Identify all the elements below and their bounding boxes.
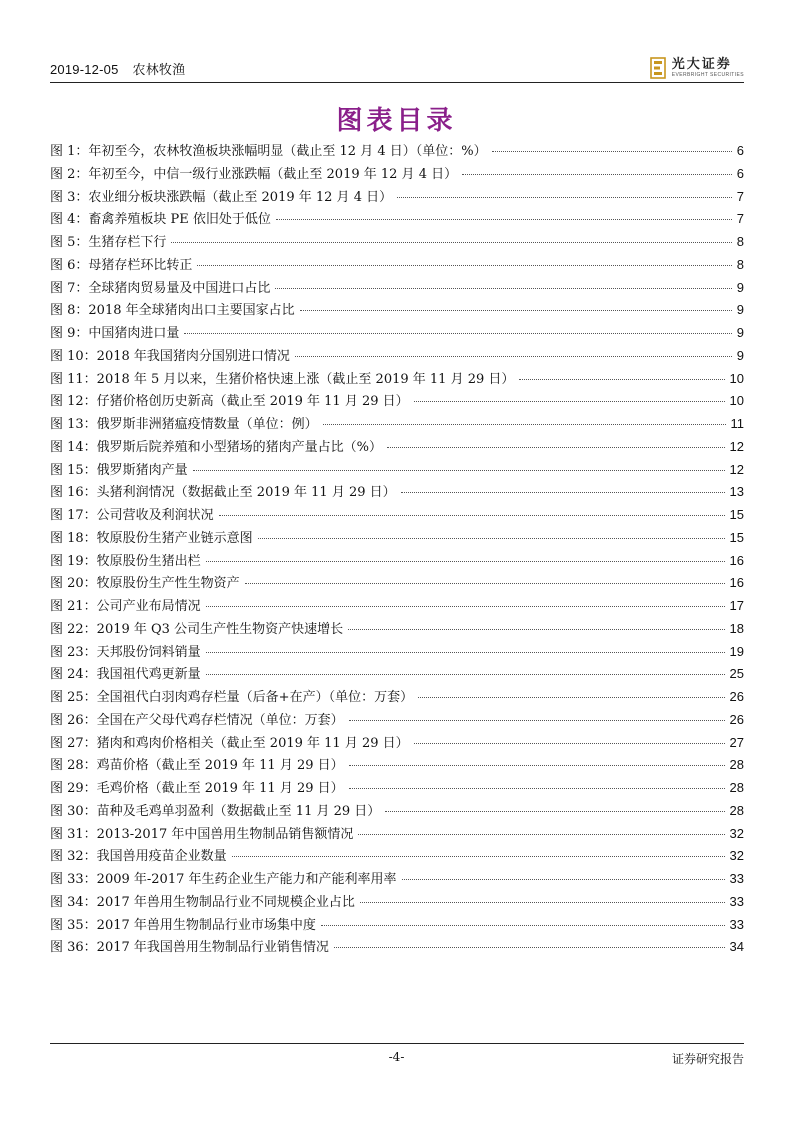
toc-entry[interactable] — [50, 413, 744, 436]
toc-entry[interactable] — [50, 527, 744, 550]
toc-entry-page: 10 — [729, 393, 744, 409]
toc-entry-page: 32 — [729, 825, 744, 841]
toc-leader-dots — [323, 424, 726, 425]
toc-entry[interactable] — [50, 641, 744, 664]
logo-english-name: EVERBRIGHT SECURITIES — [671, 72, 744, 78]
toc-leader-dots — [300, 310, 732, 311]
toc-entry[interactable] — [50, 732, 744, 755]
toc-entry[interactable] — [50, 390, 744, 413]
toc-entry-page: 34 — [729, 939, 744, 955]
toc-entry-label: 图 23：天邦股份饲料销量 — [50, 644, 201, 660]
toc-entry[interactable] — [50, 572, 744, 595]
toc-entry-label: 图 8：2018 年全球猪肉出口主要国家占比 — [50, 303, 295, 319]
header-divider — [50, 82, 744, 83]
toc-entry[interactable] — [50, 140, 744, 163]
toc-entry-label: 图 27：猪肉和鸡肉价格相关（截止至 2019 年 11 月 29 日） — [50, 735, 409, 751]
toc-entry[interactable] — [50, 709, 744, 732]
toc-leader-dots — [349, 720, 725, 721]
toc-entry-label: 图 16：头猪利润情况（数据截止至 2019 年 11 月 29 日） — [50, 485, 396, 501]
toc-leader-dots — [275, 288, 731, 289]
toc-leader-dots — [295, 356, 732, 357]
toc-leader-dots — [418, 697, 724, 698]
toc-leader-dots — [414, 401, 725, 402]
toc-entry-page: 19 — [729, 643, 744, 659]
toc-entry-page: 7 — [736, 211, 744, 227]
toc-leader-dots — [193, 470, 725, 471]
toc-entry-page: 9 — [736, 302, 744, 318]
toc-entry-label: 图 34：2017 年兽用生物制品行业不同规模企业占比 — [50, 894, 355, 910]
toc-leader-dots — [349, 765, 725, 766]
toc-entry-page: 33 — [729, 871, 744, 886]
toc-entry[interactable] — [50, 277, 744, 300]
footer-divider — [50, 1043, 744, 1044]
toc-entry[interactable] — [50, 254, 744, 277]
report-date: 2019-12-05 — [50, 62, 119, 77]
toc-entry[interactable] — [50, 459, 744, 482]
toc-entry-label: 图 36：2017 年我国兽用生物制品行业销售情况 — [50, 940, 329, 956]
toc-entry-label: 图 25：全国祖代白羽肉鸡存栏量（后备+在产）（单位：万套） — [50, 690, 414, 705]
toc-entry-label: 图 28：鸡苗价格（截止至 2019 年 11 月 29 日） — [50, 758, 344, 774]
toc-entry-label: 图 33：2009 年-2017 年生药企业生产能力和产能利率用率 — [50, 872, 397, 887]
toc-leader-dots — [402, 879, 725, 880]
toc-leader-dots — [385, 811, 724, 812]
page-title: 图表目录 — [336, 106, 457, 136]
toc-leader-dots — [197, 265, 731, 266]
toc-entry-label: 图 29：毛鸡价格（截止至 2019 年 11 月 29 日） — [50, 781, 344, 796]
toc-leader-dots — [401, 492, 725, 493]
toc-leader-dots — [387, 447, 725, 448]
toc-entry[interactable] — [50, 322, 744, 345]
toc-entry-label: 图 10：2018 年我国猪肉分国别进口情况 — [50, 348, 290, 364]
toc-leader-dots — [258, 538, 725, 539]
toc-leader-dots — [414, 743, 725, 744]
toc-leader-dots — [219, 515, 725, 516]
toc-entry[interactable] — [50, 504, 744, 527]
toc-entry-label: 图 21：公司产业布局情况 — [50, 599, 201, 614]
toc-entry-page: 28 — [729, 780, 744, 795]
toc-entry[interactable] — [50, 754, 744, 777]
toc-entry-label: 图 26：全国在产父母代鸡存栏情况（单位：万套） — [50, 712, 344, 728]
toc-entry-label: 图 31：2013-2017 年中国兽用生物制品销售额情况 — [50, 826, 354, 842]
toc-entry-page: 32 — [729, 848, 744, 864]
table-of-figures — [50, 140, 744, 959]
footer-doc-type: 证券研究报告 — [671, 1052, 744, 1066]
toc-entry-label: 图 35：2017 年兽用生物制品行业市场集中度 — [50, 917, 316, 933]
toc-entry-page: 28 — [729, 757, 744, 773]
toc-entry-label: 图 24：我国祖代鸡更新量 — [50, 667, 201, 683]
toc-entry-page: 28 — [729, 802, 744, 818]
toc-entry[interactable] — [50, 868, 744, 891]
toc-leader-dots — [245, 583, 725, 584]
logo-chinese-name: 光大证券 — [671, 57, 732, 72]
toc-leader-dots — [206, 561, 725, 562]
toc-entry[interactable] — [50, 823, 744, 846]
toc-entry-label: 图 20：牧原股份生产性生物资产 — [50, 576, 240, 592]
toc-leader-dots — [276, 219, 732, 220]
toc-entry-label: 图 32：我国兽用疫苗企业数量 — [50, 849, 227, 865]
toc-leader-dots — [349, 788, 725, 789]
toc-entry-page: 9 — [736, 325, 744, 340]
toc-entry-page: 12 — [729, 461, 744, 477]
toc-entry-page: 9 — [736, 347, 744, 363]
toc-entry-label: 图 5：生猪存栏下行 — [50, 235, 167, 250]
header-left — [50, 59, 199, 78]
toc-leader-dots — [171, 242, 731, 243]
toc-entry-page: 8 — [736, 234, 744, 249]
toc-entry-label: 图 18：牧原股份生猪产业链示意图 — [50, 530, 253, 546]
toc-entry[interactable] — [50, 936, 744, 959]
toc-leader-dots — [358, 834, 724, 835]
toc-entry-label: 图 22：2019 年 Q3 公司生产性生物资产快速增长 — [50, 621, 344, 637]
page-header — [50, 55, 744, 81]
toc-entry[interactable] — [50, 436, 744, 459]
toc-leader-dots — [334, 947, 725, 948]
toc-entry-page: 26 — [729, 689, 744, 704]
toc-entry[interactable] — [50, 845, 744, 868]
toc-entry-label: 图 19：牧原股份生猪出栏 — [50, 553, 201, 569]
toc-leader-dots — [184, 333, 731, 334]
toc-leader-dots — [348, 629, 724, 630]
toc-entry-label: 图 30：苗种及毛鸡单羽盈利（数据截止至 11 月 29 日） — [50, 803, 381, 819]
toc-entry-page: 16 — [729, 575, 744, 591]
toc-leader-dots — [519, 379, 724, 380]
toc-entry-page: 9 — [736, 279, 744, 295]
toc-entry-label: 图 15：俄罗斯猪肉产量 — [50, 462, 188, 478]
toc-entry-label: 图 14：俄罗斯后院养殖和小型猪场的猪肉产量占比（%） — [50, 439, 383, 455]
toc-entry-label: 图 13：俄罗斯非洲猪瘟疫情数量（单位：例） — [50, 417, 318, 432]
toc-entry-page: 7 — [736, 188, 744, 204]
toc-entry-page: 18 — [729, 620, 744, 636]
toc-leader-dots — [492, 151, 732, 152]
toc-entry[interactable] — [50, 891, 744, 914]
toc-entry-page: 6 — [736, 143, 744, 158]
toc-leader-dots — [462, 174, 732, 175]
toc-entry-label: 图 4：畜禽养殖板块 PE 依旧处于低位 — [50, 212, 271, 228]
toc-entry-page: 33 — [729, 893, 744, 909]
toc-leader-dots — [206, 652, 725, 653]
toc-entry[interactable] — [50, 345, 744, 368]
toc-entry-page: 27 — [729, 734, 744, 750]
toc-entry[interactable] — [50, 686, 744, 709]
toc-leader-dots — [321, 925, 725, 926]
toc-entry-label: 图 12：仔猪价格创历史新高（截止至 2019 年 11 月 29 日） — [50, 394, 409, 410]
toc-entry-label: 图 6：母猪存栏环比转正 — [50, 257, 193, 273]
toc-entry-page: 6 — [736, 165, 744, 181]
toc-entry-page: 15 — [729, 507, 744, 522]
toc-entry-page: 12 — [729, 438, 744, 454]
toc-entry[interactable] — [50, 368, 744, 391]
toc-entry-page: 33 — [729, 916, 744, 932]
toc-entry-page: 26 — [729, 711, 744, 727]
toc-entry[interactable] — [50, 299, 744, 322]
report-sector: 农林牧渔 — [132, 62, 186, 77]
toc-entry-label: 图 7：全球猪肉贸易量及中国进口占比 — [50, 280, 271, 296]
toc-entry[interactable] — [50, 914, 744, 937]
toc-entry-page: 8 — [736, 256, 744, 272]
toc-entry-page: 25 — [729, 666, 744, 682]
toc-entry[interactable] — [50, 208, 744, 231]
toc-entry[interactable] — [50, 186, 744, 209]
toc-entry[interactable] — [50, 550, 744, 573]
toc-entry-label: 图 1：年初至今，农林牧渔板块涨幅明显（截止至 12 月 4 日）（单位：%） — [50, 144, 487, 159]
toc-entry[interactable] — [50, 595, 744, 618]
toc-entry-page: 15 — [729, 529, 744, 545]
toc-entry-label: 图 9：中国猪肉进口量 — [50, 326, 180, 341]
everbright-logo — [650, 55, 744, 81]
toc-entry-label: 图 3：农业细分板块涨跌幅（截止至 2019 年 12 月 4 日） — [50, 189, 393, 205]
toc-entry-label: 图 2：年初至今，中信一级行业涨跌幅（截止至 2019 年 12 月 4 日） — [50, 166, 458, 182]
toc-leader-dots — [360, 902, 725, 903]
toc-entry-label: 图 17：公司营收及利润状况 — [50, 508, 214, 523]
toc-entry[interactable] — [50, 777, 744, 800]
toc-leader-dots — [206, 674, 725, 675]
toc-entry-page: 11 — [730, 416, 744, 431]
toc-entry[interactable] — [50, 800, 744, 823]
toc-entry[interactable] — [50, 481, 744, 504]
toc-entry-page: 13 — [729, 484, 744, 500]
toc-entry-page: 10 — [729, 370, 744, 386]
footer-page-number: -4- — [388, 1050, 405, 1064]
toc-entry[interactable] — [50, 618, 744, 641]
toc-leader-dots — [206, 606, 725, 607]
everbright-logo-icon — [650, 57, 666, 79]
toc-entry-page: 17 — [729, 598, 744, 613]
toc-entry-label: 图 11：2018 年 5 月以来，生猪价格快速上涨（截止至 2019 年 11 月 29 日） — [50, 371, 515, 387]
toc-leader-dots — [397, 197, 732, 198]
toc-entry[interactable] — [50, 231, 744, 254]
toc-entry[interactable] — [50, 663, 744, 686]
toc-entry[interactable] — [50, 163, 744, 186]
toc-leader-dots — [232, 856, 725, 857]
toc-entry-page: 16 — [729, 552, 744, 568]
